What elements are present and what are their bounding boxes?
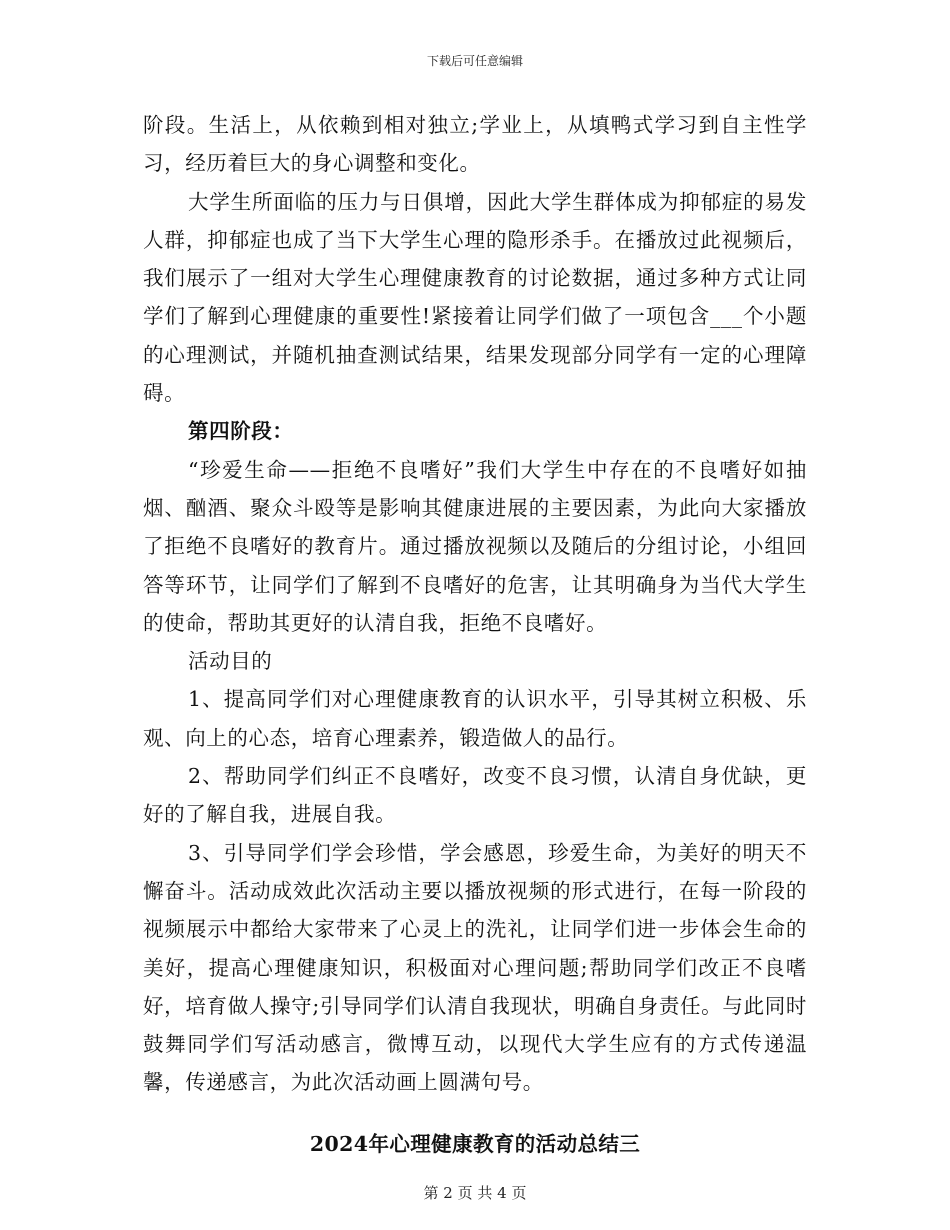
activity-goals-heading: 活动目的 (188, 649, 273, 674)
goal-item-3: 3、引导同学们学会珍惜，学会感恩，珍爱生命，为美好的明天不懈奋斗。活动成效此次活动主要以播放视频的形式进行，在每一阶段的视频展示中都给大家带来了心灵上的洗礼，让同学们进一步体会生命的美好，提高心理健康知识，积极面对心理问题;帮助同学们改正不良嗜好，培育做人操守;引导同学们认清自我现状，明确自身责任。与此同时鼓舞同学们写活动感言，微博互动，以现代大学生应有的方式传递温馨，传递感言，为此次活动画上圆满句号。 (143, 840, 807, 1095)
paragraph-continuation: 阶段。生活上，从依赖到相对独立;学业上，从填鸭式学习到自主性学习，经历着巨大的身心调整和变化。 (143, 113, 807, 176)
goal-item-2: 2、帮助同学们纠正不良嗜好，改变不良习惯，认清自身优缺，更好的了解自我，进展自我。 (143, 764, 807, 827)
document-body (143, 106, 807, 1102)
goal-item-1: 1、提高同学们对心理健康教育的认识水平，引导其树立积极、乐观、向上的心态，培育心理素养，锻造做人的品行。 (143, 687, 807, 750)
page-header: 下载后可任意编辑 (426, 54, 523, 68)
paragraph-depression: 大学生所面临的压力与日俱增，因此大学生群体成为抑郁症的易发人群，抑郁症也成了当下大学生心理的隐形杀手。在播放过此视频后，我们展示了一组对大学生心理健康教育的讨论数据，通过多种方式让同学们了解到心理健康的重要性!紧接着让同学们做了一项包含___个小题的心理测试，并随机抽查测试结果，结果发现部分同学有一定的心理障碍。 (143, 189, 807, 406)
page-footer: 第 2 页 共 4 页 (423, 1184, 527, 1202)
paragraph-bad-habits: “珍爱生命——拒绝不良嗜好”我们大学生中存在的不良嗜好如抽烟、酗酒、聚众斗殴等是影响其健康进展的主要因素，为此向大家播放了拒绝不良嗜好的教育片。通过播放视频以及随后的分组讨论，小组回答等环节，让同学们了解到不良嗜好的危害，让其明确身为当代大学生的使命，帮助其更好的认清自我，拒绝不良嗜好。 (143, 457, 807, 635)
section-title: 2024年心理健康教育的活动总结三 (309, 1132, 641, 1156)
stage-four-heading: 第四阶段： (188, 419, 294, 444)
